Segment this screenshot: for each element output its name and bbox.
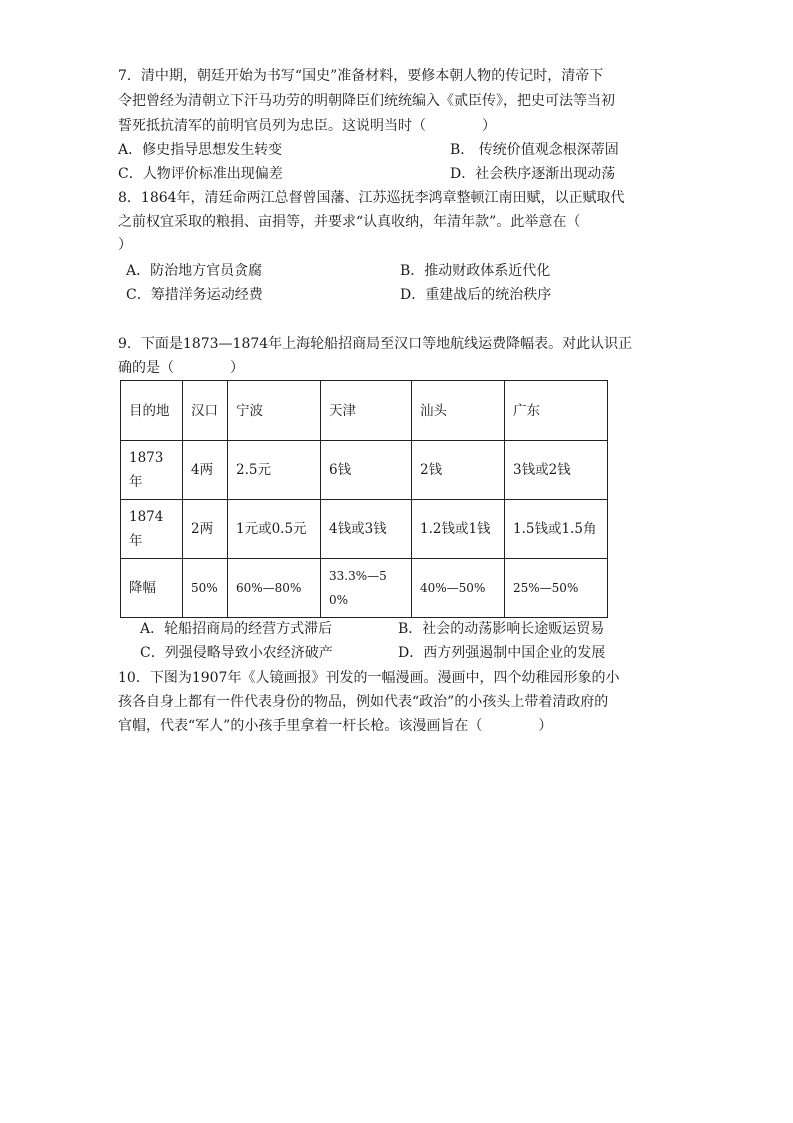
table-header-cell: 广东 [505,381,608,441]
question-8-line-3: ） [118,237,132,253]
question-8-option-a[interactable]: A．防治地方官员贪腐 [126,263,263,279]
question-10-line-1: 10．下图为1907年《人镜画报》刊发的一幅漫画。漫画中，四个幼稚园形象的小 [118,670,620,686]
table-cell: 2.5元 [228,441,321,500]
question-8-option-c[interactable]: C．筹措洋务运动经费 [126,287,263,303]
table-header-cell: 天津 [321,381,412,441]
table-cell: 25%—50% [505,559,608,618]
table-cell: 4两 [183,441,228,500]
table-cell: 1元或0.5元 [228,500,321,559]
table-cell: 50% [183,559,228,618]
table-cell: 3钱或2钱 [505,441,608,500]
question-8-line-2: 之前权宜采取的粮捐、亩捐等，并要求“认真收纳，年清年款”。此举意在（ [118,214,581,230]
table-cell: 4钱或3钱 [321,500,412,559]
table-cell: 40%—50% [412,559,505,618]
question-7-line-3: 誓死抵抗清军的前明官员列为忠臣。这说明当时（ ） [118,118,496,134]
freight-rate-table [120,380,608,618]
question-9-option-d[interactable]: D．西方列强遏制中国企业的发展 [398,645,606,661]
table-header-row [121,381,608,441]
question-9-line-2: 确的是（ ） [118,360,244,376]
question-7-line-1: 7．清中期，朝廷开始为书写“国史”准备材料，要修本朝人物的传记时，清帝下 [118,68,604,84]
table-cell: 1873年 [121,441,183,500]
table-cell: 1.5钱或1.5角 [505,500,608,559]
question-7-option-d[interactable]: D．社会秩序逐渐出现动荡 [450,166,616,182]
question-7-line-2: 令把曾经为清朝立下汗马功劳的明朝降臣们统统编入《贰臣传》，把史可法等当初 [118,93,615,109]
question-7-option-b[interactable]: B． 传统价值观念根深蒂固 [450,142,619,158]
table-cell: 1.2钱或1钱 [412,500,505,559]
table-cell: 2钱 [412,441,505,500]
table-row [121,559,608,618]
table-cell: 33.3%—50% [321,559,412,618]
question-9-option-a[interactable]: A．轮船招商局的经营方式滞后 [140,621,333,637]
table-row [121,441,608,500]
question-7-option-c[interactable]: C．人物评价标准出现偏差 [118,166,283,182]
question-10-line-2: 孩各自身上都有一件代表身份的物品，例如代表“政治”的小孩头上带着清政府的 [118,694,609,710]
question-10-line-3: 官帽，代表“军人”的小孩手里拿着一杆长枪。该漫画旨在（ ） [118,718,553,734]
table-cell: 2两 [183,500,228,559]
question-9-line-1: 9．下面是1873—1874年上海轮船招商局至汉口等地航线运费降幅表。对此认识正 [118,336,633,352]
question-8-option-d[interactable]: D．重建战后的统治秩序 [400,287,552,303]
question-9-option-b[interactable]: B．社会的动荡影响长途贩运贸易 [398,621,605,637]
question-9-option-c[interactable]: C．列强侵略导致小农经济破产 [140,645,333,661]
question-8-option-b[interactable]: B．推动财政体系近代化 [400,263,551,279]
table-cell: 降幅 [121,559,183,618]
table-header-cell: 汕头 [412,381,505,441]
table-header-cell: 宁波 [228,381,321,441]
question-8-line-1: 8．1864年，清廷命两江总督曾国藩、江苏巡抚李鸿章整顿江南田赋，以正赋取代 [118,190,625,206]
question-7-option-a[interactable]: A．修史指导思想发生转变 [118,142,283,158]
table-header-cell: 目的地 [121,381,183,441]
table-cell: 60%—80% [228,559,321,618]
table-row [121,500,608,559]
table-header-cell: 汉口 [183,381,228,441]
table-cell: 1874年 [121,500,183,559]
table-cell: 6钱 [321,441,412,500]
